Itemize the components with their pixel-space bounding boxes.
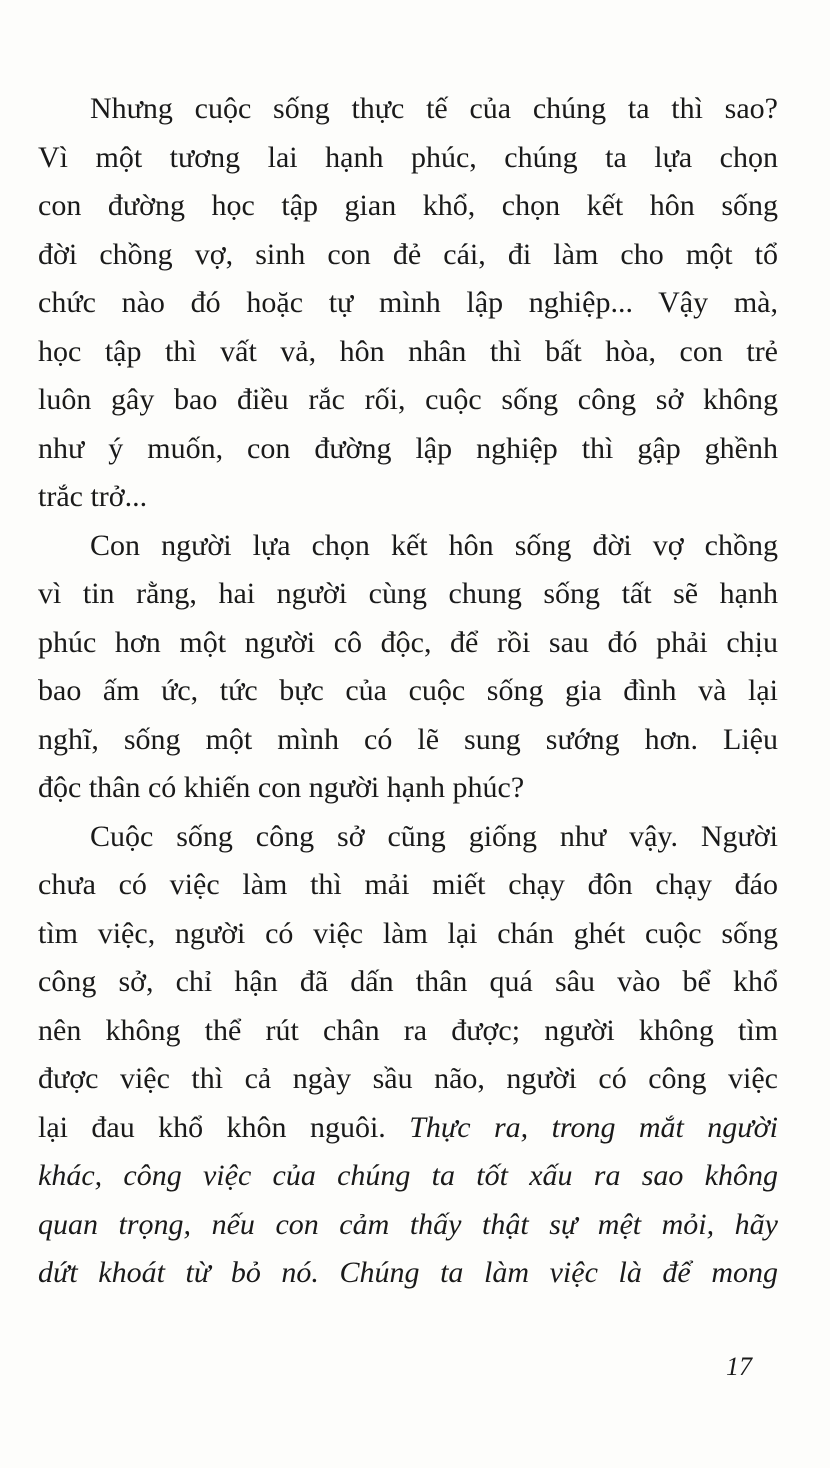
text-line: độc thân có khiến con người hạnh phúc?: [38, 771, 525, 804]
italic-text: Thực ra, trong mắt người: [409, 1110, 778, 1144]
text-line: chưa có việc làm thì mải miết chạy đôn chạy đáo: [38, 868, 778, 901]
page-number: 17: [726, 1352, 752, 1381]
italic-line: quan trọng, nếu con cảm thấy thật sự mệt mỏi, hãy: [38, 1207, 778, 1241]
text-line: luôn gây bao điều rắc rối, cuộc sống công sở không: [38, 383, 778, 416]
regular-text: lại đau khổ khôn nguôi.: [38, 1110, 410, 1144]
paragraph-1: [38, 85, 778, 522]
text-line: như ý muốn, con đường lập nghiệp thì gập ghềnh: [38, 431, 778, 465]
text-line: bao ấm ức, tức bực của cuộc sống gia đình và lại: [38, 674, 778, 707]
text-line: Cuộc sống công sở cũng giống như vậy. Người: [90, 819, 778, 853]
italic-line: dứt khoát từ bỏ nó. Chúng ta làm việc là để mong: [38, 1256, 778, 1289]
text-line: Vì một tương lai hạnh phúc, chúng ta lựa chọn: [38, 140, 778, 174]
text-line: chức nào đó hoặc tự mình lập nghiệp... Vậy mà,: [38, 286, 778, 319]
text-line: con đường học tập gian khổ, chọn kết hôn sống: [38, 189, 778, 222]
text-line: công sở, chỉ hận đã dấn thân quá sâu vào bể khổ: [38, 965, 778, 998]
italic-line: khác, công việc của chúng ta tốt xấu ra sao không: [38, 1159, 778, 1192]
text-line: được việc thì cả ngày sầu não, người có công việc: [38, 1062, 778, 1095]
text-line: Nhưng cuộc sống thực tế của chúng ta thì sao?: [90, 92, 778, 125]
text-line: phúc hơn một người cô độc, để rồi sau đó phải chịu: [38, 625, 778, 659]
body-text: [38, 85, 778, 1298]
text-line: học tập thì vất vả, hôn nhân thì bất hòa, con trẻ: [38, 334, 778, 368]
text-line: đời chồng vợ, sinh con đẻ cái, đi làm cho một tổ: [38, 237, 778, 271]
paragraph-3: [38, 813, 778, 1298]
text-line: vì tin rằng, hai người cùng chung sống tất sẽ hạnh: [38, 577, 778, 610]
text-line: nên không thể rút chân ra được; người không tìm: [38, 1013, 778, 1047]
text-line: trắc trở...: [38, 480, 148, 513]
paragraph-2: [38, 522, 778, 813]
text-line: Con người lựa chọn kết hôn sống đời vợ chồng: [90, 528, 778, 562]
text-line: nghĩ, sống một mình có lẽ sung sướng hơn. Liệu: [38, 722, 778, 756]
text-line: tìm việc, người có việc làm lại chán ghét cuộc sống: [38, 916, 778, 950]
text-line-mixed: [38, 1104, 778, 1153]
